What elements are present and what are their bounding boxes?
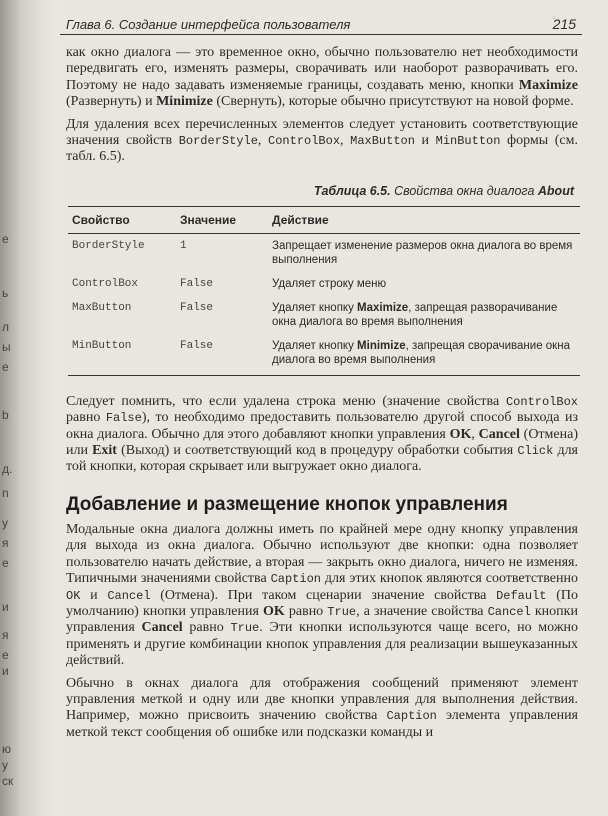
- spine-fragment: n: [2, 486, 9, 500]
- text-run: Удаляет кнопку: [272, 301, 358, 314]
- text-run: равно: [66, 410, 106, 426]
- code-term: BorderStyle: [178, 134, 258, 149]
- code-term: ControlBox: [268, 134, 341, 149]
- code-term: Cancel: [487, 604, 531, 619]
- action-cell: [268, 334, 580, 376]
- table-caption: [60, 184, 582, 198]
- spine-fragment: е: [2, 360, 9, 374]
- chapter-title: Глава 6. Создание интерфейса пользователя: [66, 17, 351, 32]
- text-run: Обычно в окнах диалога для отображения сообщений применяют элемент управления меткой и одну или две кнопки управления для выполнения действия. Например, можно присвоить значению свойства: [66, 675, 578, 724]
- spine-fragment: я: [2, 628, 9, 642]
- table-caption-text: Свойства окна диалога: [390, 183, 538, 198]
- value-cell: False: [176, 334, 268, 376]
- action-cell: Запрещает изменение размеров окна диалога во время выполнения: [272, 239, 573, 266]
- code-term: Cancel: [107, 588, 151, 603]
- text-run: для той кнопки, которая скрывает или выгружает окно диалога.: [66, 443, 578, 475]
- text-run: равно: [182, 620, 231, 636]
- bold-term: Maximize: [357, 301, 409, 314]
- code-term: MaxButton: [350, 134, 415, 149]
- spine-fragment: ь: [2, 286, 9, 300]
- spine-fragment: е: [2, 232, 9, 246]
- table-row: [68, 296, 580, 334]
- properties-table: [68, 206, 580, 376]
- text-run: (Отмена). При таком сценарии значение свойства: [150, 587, 497, 603]
- text-run: (Отмена) или: [66, 426, 578, 459]
- code-term: False: [105, 411, 142, 426]
- spine-fragment: я: [2, 536, 9, 550]
- text-run: равно: [284, 603, 328, 619]
- bold-term: Minimize: [357, 339, 406, 352]
- spine-fragment: л: [2, 320, 10, 334]
- spine-fragment: ы: [2, 340, 11, 354]
- text-run: формы (см. табл. 6.5).: [66, 133, 578, 165]
- property-cell: MaxButton: [72, 301, 132, 314]
- paragraph-1: [60, 45, 582, 111]
- paragraph-3: [60, 394, 582, 476]
- page-number: 215: [552, 16, 576, 32]
- column-header: Значение: [176, 206, 268, 233]
- left-page-edge: [0, 0, 60, 816]
- code-term: Click: [517, 444, 554, 459]
- action-cell: [268, 296, 580, 334]
- table-row: [68, 233, 580, 272]
- spine-fragment: д.: [2, 462, 13, 476]
- bold-term: Maximize: [518, 77, 578, 93]
- property-cell: ControlBox: [72, 277, 139, 290]
- text-run: (Свернуть), которые обычно присутствуют на новой форме.: [212, 94, 574, 110]
- running-head: [60, 16, 582, 35]
- text-run: Следует помнить, что если удалена строка меню (значение свойства: [66, 393, 506, 409]
- table-caption-bold: About: [537, 183, 574, 198]
- property-cell: MinButton: [68, 334, 176, 376]
- text-run: Модальные окна диалога должны иметь по крайней мере одну кнопку управления для выхода из окна диалога. Обычно используют две кнопки: одна позволяет пользователю начать действие, а вторая — закрыть окно диалога, ничего не изменяя. Типичными значениями свойства: [66, 521, 578, 587]
- text-run: Удаляет кнопку: [272, 339, 358, 352]
- text-run: ), то необходимо предоставить пользователю другой способ выхода из окна диалога. Обычно для этого добавляют кнопки управления: [66, 410, 578, 442]
- text-run: и: [414, 133, 436, 149]
- spine-fragment: е: [2, 556, 9, 570]
- table-row: [68, 272, 580, 296]
- text-run: , запрещая сворачивание окна диалога во время выполнения: [272, 339, 570, 366]
- bold-term: OK: [262, 603, 285, 619]
- bold-term: Exit: [92, 443, 117, 459]
- spine-fragment: b: [2, 408, 9, 422]
- paragraph-5: [60, 676, 582, 742]
- bold-term: Cancel: [478, 426, 520, 442]
- text-run: . Эти кнопки используются чаще всего, но можно применять и другие комбинации кнопок управления для реализации вышеуказанных действий.: [66, 620, 578, 669]
- text-run: , запрещая разворачивание окна диалога во время выполнения: [272, 301, 558, 328]
- text-run: элемента управления меткой текст сообщения об ошибке или подсказки команды и: [66, 708, 578, 740]
- table-caption-prefix: Таблица 6.5.: [313, 183, 391, 198]
- property-cell: BorderStyle: [72, 239, 145, 252]
- spine-fragment: ю: [2, 742, 11, 756]
- code-term: OK: [66, 588, 81, 603]
- code-term: True: [230, 621, 260, 636]
- spine-fragment: у: [2, 758, 8, 772]
- code-term: Caption: [386, 709, 437, 724]
- bold-term: Cancel: [141, 620, 183, 636]
- spine-fragment: и: [2, 600, 9, 614]
- text-run: , а значение свойства: [356, 603, 488, 619]
- value-cell: False: [180, 301, 214, 314]
- text-run: (Развернуть) и: [66, 94, 157, 110]
- code-term: MinButton: [435, 134, 501, 149]
- spine-fragment: е: [2, 648, 9, 662]
- action-cell: Удаляет строку меню: [272, 277, 387, 290]
- code-term: True: [327, 604, 357, 619]
- text-run: ,: [471, 426, 479, 442]
- spine-fragment: ск: [2, 774, 14, 788]
- value-cell: False: [180, 277, 214, 290]
- text-run: кнопки управления: [66, 603, 578, 636]
- section-heading: Добавление и размещение кнопок управления: [66, 493, 508, 515]
- code-term: ControlBox: [505, 394, 578, 409]
- text-run: (Выход) и соответствующий код в процедуру обработки события: [116, 443, 518, 459]
- value-cell: 1: [180, 239, 187, 252]
- column-header: Действие: [268, 206, 580, 233]
- text-run: для этих кнопок являются соответственно: [321, 571, 578, 587]
- column-header: Свойство: [68, 206, 176, 233]
- text-run: Для удаления всех перечисленных элементов следует установить соответствующие значения свойств: [66, 116, 578, 149]
- table-row: [68, 334, 580, 376]
- text-run: как окно диалога — это временное окно, обычно пользователю нет необходимости передвигать его, изменять размеры, сворачивать или наоборот разворачивать его. Поэтому не надо задавать изменяемые границы, создавать меню, кнопки: [66, 45, 578, 93]
- code-term: Caption: [270, 572, 321, 587]
- spine-fragment: у: [2, 516, 8, 530]
- paragraph-4: [60, 522, 582, 670]
- text-run: (По умолчанию) кнопки управления: [66, 587, 578, 619]
- bold-term: OK: [449, 426, 472, 442]
- text-run: и: [80, 587, 108, 603]
- book-page: [60, 10, 582, 810]
- paragraph-2: Для удаления всех перечисленных элементов следует установить соответствующие значения свойств BorderStyle, ControlBox, MaxButton и MinButton формы (см. табл. 6.5).: [66, 116, 578, 165]
- spine-fragment: и: [2, 664, 9, 678]
- table-header-row: [68, 206, 580, 233]
- code-term: Default: [496, 588, 547, 603]
- bold-term: Minimize: [156, 94, 213, 110]
